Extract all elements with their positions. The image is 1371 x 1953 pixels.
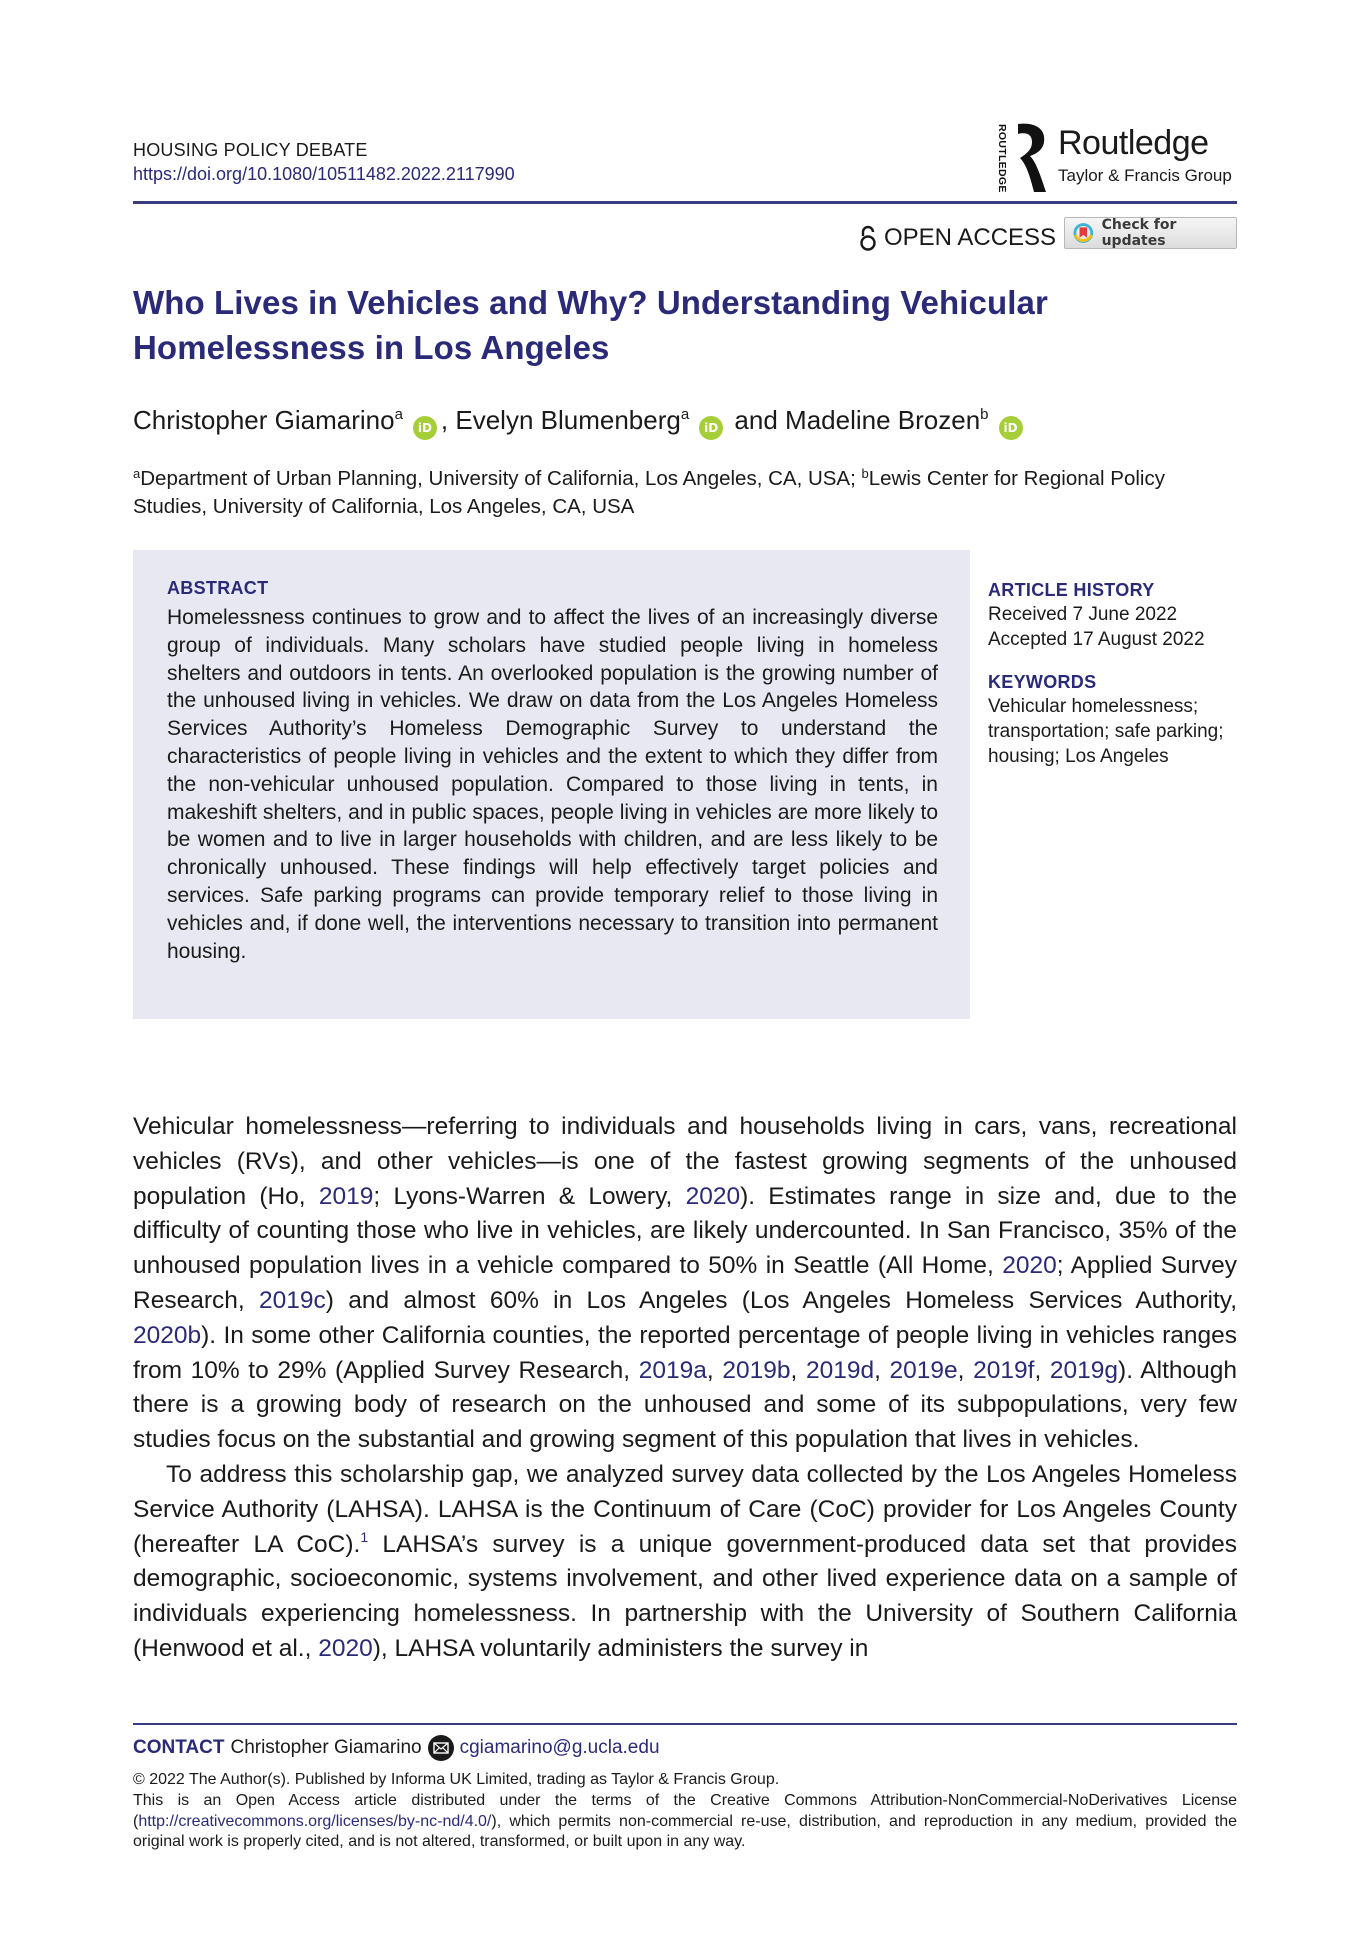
body-text: ; Applied Survey Research, xyxy=(133,1252,1237,1314)
abstract-text: Homelessness continues to grow and to affect the lives of an increasingly diverse group of individuals. Many scholars have studied people living in homeless shelters and outdoors in tents. An overlooked population is the growing number of the unhoused living in vehicles. We draw on data from the Los Angeles Homeless Services Authority’s Homeless Demographic Survey to understand the characteristics of people living in vehicles and the extent to which they differ from the non-vehicular unhoused population. Compared to those living in tents, in makeshift shelters, and in public spaces, people living in vehicles are more likely to be women and to live in larger households with children, and are less likely to be chronically unhoused. These findings will help effectively target policies and services. Safe parking programs can provide temporary relief to those living in vehicles and, if done well, the interventions necessary to transition into permanent housing. xyxy=(167,606,938,963)
open-access-lock-icon xyxy=(858,225,878,251)
citation-link[interactable]: 2020 xyxy=(685,1182,741,1210)
open-access-label: OPEN ACCESS xyxy=(884,224,1057,251)
body-text: Vehicular homelessness—referring to individuals and households living in cars, vans, recreational vehicles (RVs), and other vehicles—is one of the fastest growing segments of the unhoused population (Ho, xyxy=(133,1113,1237,1210)
contact-line xyxy=(133,1735,660,1761)
footnote-marker xyxy=(360,1529,368,1545)
affiliation-mark: a xyxy=(133,466,141,481)
citation-link[interactable]: 2019e xyxy=(889,1356,958,1384)
article-body xyxy=(133,1110,1237,1667)
body-text: , xyxy=(957,1356,974,1384)
contact-label: CONTACT xyxy=(133,1737,225,1758)
affiliation-mark: a xyxy=(680,406,690,423)
publisher-logo xyxy=(996,118,1240,198)
body-paragraph xyxy=(133,1458,1237,1667)
body-text: , xyxy=(706,1356,723,1384)
affiliation-mark: a xyxy=(394,406,403,423)
publisher-group: Taylor & Francis Group xyxy=(1058,166,1232,185)
author-name[interactable]: Madeline Brozen xyxy=(785,405,981,435)
publisher-vertical-wordmark: ROUTLEDGE xyxy=(996,124,1008,193)
citation-link[interactable]: 2019c xyxy=(258,1286,326,1314)
citation-link[interactable]: 2019b xyxy=(722,1356,791,1384)
keywords-heading: KEYWORDS xyxy=(988,672,1097,692)
body-text: LAHSA’s survey is a unique government-produced data set that provides demographic, socioeconomic, systems involvement, and other lived experience data on a sample of individuals experiencing homelessness. In partnership with the University of Southern California (Henwood et al., xyxy=(133,1530,1237,1662)
email-icon xyxy=(428,1735,454,1761)
affiliation-text: Lewis Center for Regional Policy Studies, University of California, Los Angeles, CA, USA xyxy=(133,467,1165,518)
accepted-date: Accepted 17 August 2022 xyxy=(988,629,1205,650)
affiliation-mark: b xyxy=(980,406,989,423)
body-text: ), LAHSA voluntarily administers the survey in xyxy=(372,1634,869,1662)
citation-link[interactable]: 2019g xyxy=(1049,1356,1119,1384)
keyword-line: transportation; safe parking; xyxy=(988,721,1224,742)
header-rule xyxy=(133,201,1237,204)
orcid-icon[interactable]: iD xyxy=(699,416,723,440)
received-date: Received 7 June 2022 xyxy=(988,604,1178,625)
journal-name: HOUSING POLICY DEBATE xyxy=(133,140,368,160)
abstract-box xyxy=(133,550,970,1019)
author-separator: and xyxy=(734,405,778,435)
footnote-link[interactable]: 1 xyxy=(360,1528,369,1545)
affiliations xyxy=(133,460,1237,521)
body-text: , xyxy=(790,1356,806,1384)
author-list xyxy=(133,405,1027,440)
author-separator: , xyxy=(440,405,449,435)
body-text: , xyxy=(1034,1356,1050,1384)
body-text: ; Lyons-Warren & Lowery, xyxy=(373,1182,686,1210)
body-text: ). Estimates range in size and, due to the difficulty of counting those who live in vehicles, are likely undercounted. In San Francisco, 35% of the unhoused population lives in a vehicle compared to 50% in Seattle (All Home, xyxy=(133,1182,1237,1280)
keyword-line: housing; Los Angeles xyxy=(988,746,1169,767)
copyright-notice: © 2022 The Author(s). Published by Informa UK Limited, trading as Taylor & Francis Group. xyxy=(133,1771,780,1788)
routledge-r-icon xyxy=(1012,122,1052,194)
affiliation-text: Department of Urban Planning, University of California, Los Angeles, CA, USA; xyxy=(140,467,862,490)
citation-link[interactable]: 2019a xyxy=(638,1356,707,1384)
crossmark-icon xyxy=(1073,222,1094,244)
article-history-heading: ARTICLE HISTORY xyxy=(988,580,1155,600)
body-paragraph xyxy=(133,1110,1237,1458)
contact-name: Christopher Giamarino xyxy=(230,1737,422,1758)
citation-link[interactable]: 2019 xyxy=(318,1182,374,1210)
orcid-icon[interactable]: iD xyxy=(413,416,437,440)
citation-link[interactable]: 2020 xyxy=(1002,1252,1057,1280)
license-link[interactable]: http://creativecommons.org/licenses/by-nc-nd/4.0/ xyxy=(138,1812,492,1830)
article-sidebar xyxy=(988,578,1248,769)
abstract-heading: ABSTRACT xyxy=(167,578,269,598)
publisher-name: Routledge xyxy=(1058,124,1209,162)
citation-link[interactable]: 2019f xyxy=(973,1356,1035,1384)
author-name[interactable]: Christopher Giamarino xyxy=(133,405,395,435)
orcid-icon[interactable]: iD xyxy=(999,416,1023,440)
check-for-updates-label: Check for updates xyxy=(1101,217,1177,249)
article-title: Who Lives in Vehicles and Why? Understanding Vehicular Homelessness in Los Angeles xyxy=(133,284,1048,366)
keyword-line: Vehicular homelessness; xyxy=(988,696,1199,717)
author-name[interactable]: Evelyn Blumenberg xyxy=(455,405,681,435)
open-access-badge xyxy=(858,224,1056,252)
citation-link[interactable]: 2020b xyxy=(133,1321,202,1349)
body-text: ). In some other California counties, the reported percentage of people living in vehicles ranges from 10% to 29% (Applied Survey Research, xyxy=(133,1321,1237,1384)
license-notice: This is an Open Access article distributed under the terms of the Creative Commons Attribution-NonCommercial-NoDerivatives License (http://creativecommons.org/licenses/by-nc-nd/4.0/), which permits non-commercial re-use, distribution, and reproduction in any medium, provided the original work is properly cited, and is not altered, transformed, or built upon in any way. xyxy=(133,1792,1237,1850)
doi-link[interactable]: https://doi.org/10.1080/10511482.2022.2117990 xyxy=(133,164,515,184)
body-text: ). Although there is a growing body of research on the unhoused and some of its subpopulations, very few studies focus on the substantial and growing segment of this population that lives in vehicles. xyxy=(133,1356,1237,1454)
body-text: To address this scholarship gap, we analyzed survey data collected by the Los Angeles Homeless Service Authority (LAHSA). LAHSA is the Continuum of Care (CoC) provider for Los Angeles County (hereafter LA CoC). xyxy=(133,1460,1237,1558)
check-for-updates-button[interactable] xyxy=(1064,217,1237,249)
contact-email-link[interactable]: cgiamarino@g.ucla.edu xyxy=(459,1737,660,1758)
citation-link[interactable]: 2019d xyxy=(805,1356,875,1384)
citation-link[interactable]: 2020 xyxy=(318,1634,373,1662)
affiliation-mark: b xyxy=(861,466,869,481)
footer-rule xyxy=(133,1723,1237,1725)
body-text: , xyxy=(874,1356,890,1384)
body-text: ) and almost 60% in Los Angeles (Los Angeles Homeless Services Authority, xyxy=(325,1286,1238,1314)
